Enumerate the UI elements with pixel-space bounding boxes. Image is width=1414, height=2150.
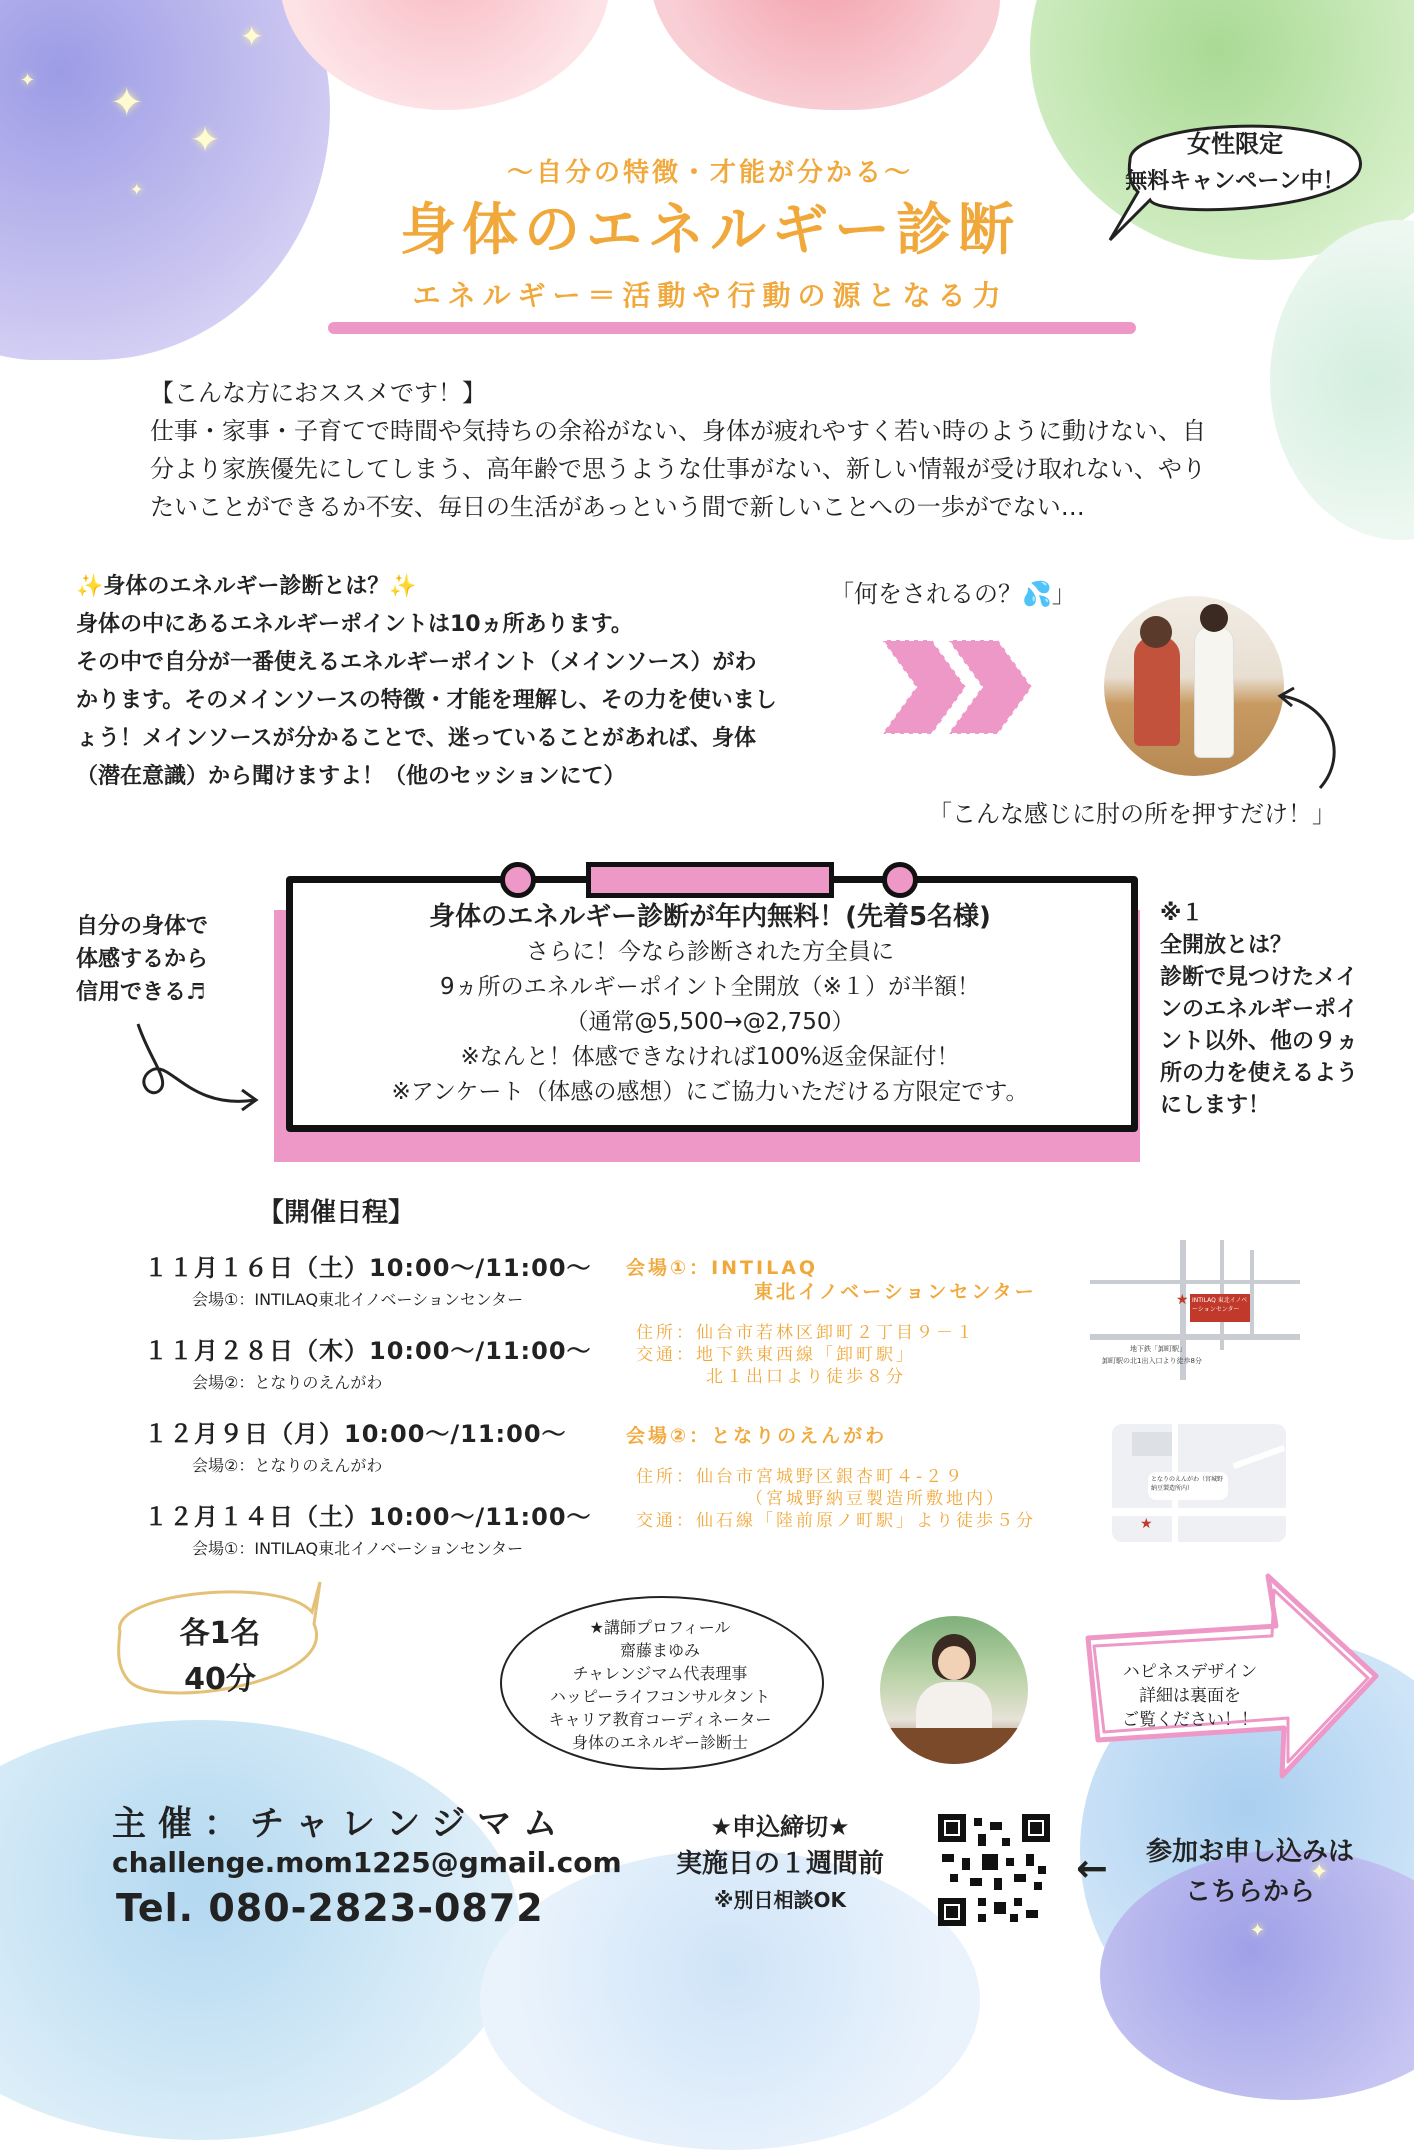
sparkle-icon: ✦ [190,120,221,161]
purple-blob-top-left [0,0,330,360]
what-question: 「何をされるの？💦」 [830,580,1076,608]
offer-box-ring-right [882,862,918,898]
happiness-line: 詳細は裏面を [1139,1686,1241,1706]
schedule-date: １１月２８日（木）10:00〜/11:00〜 [144,1337,592,1365]
left-note-line: 信用できる♬ [76,980,206,1005]
capacity-duration: 40分 [184,1662,256,1697]
venue2-access: 交通：仙石線「陸前原ノ町駅」より徒歩５分 [636,1511,1036,1531]
apply-text [1130,1832,1370,1912]
note1-line: 診断で見つけたメイ [1160,965,1358,990]
note1 [1160,898,1400,1122]
venue1-info [626,1256,1086,1388]
instructor-role: ハッピーライフコンサルタント [549,1687,771,1706]
header-subtitle: 〜自分の特徴・才能が分かる〜 [506,158,913,188]
left-note-line: 自分の身体で [76,914,209,939]
about-heading: ✨身体のエネルギー診断とは？✨ [76,574,417,599]
left-note [76,910,276,1009]
schedule-item [144,1414,624,1476]
sparkle-icon: ✦ [1310,1860,1329,1885]
about-line: かります。そのメインソースの特徴・才能を理解し、その力を使いまし [76,688,777,713]
note1-line: 所の力を使えるよう [1160,1061,1359,1086]
instructor-heading: ★講師プロフィール [589,1618,731,1637]
map-pin-icon: ★ [1140,1516,1153,1532]
instructor-profile [500,1616,820,1754]
venue1-access: 交通：地下鉄東西線「卸町駅」 [636,1345,916,1365]
curved-arrow-icon [1270,684,1350,794]
offer-line: ※アンケート（体感の感想）にご協力いただける方限定です。 [391,1079,1029,1105]
schedule-date: １２月９日（月）10:00〜/11:00〜 [144,1420,567,1448]
venue1-access: 北１出口より徒歩８分 [706,1367,906,1387]
apply-arrow-icon: ← [1076,1846,1108,1890]
note1-line: 全開放とは？ [1160,933,1293,958]
schedule-item [144,1331,624,1393]
schedule-venue: 会場①：INTILAQ東北イノベーションセンター [192,1290,524,1309]
offer-content [300,900,1120,1110]
note1-line: にします！ [1160,1093,1271,1118]
venue2-address: （宮城野納豆製造所敷地内） [746,1489,1006,1509]
schedule-venue: 会場①：INTILAQ東北イノベーションセンター [192,1539,524,1558]
left-note-line: 体感するから [76,947,209,972]
offer-box-tab [586,862,834,898]
offer-headline: 身体のエネルギー診断が年内無料！(先着5名様) [429,902,991,932]
sparkle-icon: ✦ [130,180,144,199]
deadline-value: 実施日の１週間前 [675,1849,884,1879]
recommend-section [150,374,1310,526]
title-underline [328,322,1136,334]
blue-blob-bottom-left [0,1720,520,2140]
venue1-map [1090,1240,1300,1380]
note1-line: ンのエネルギーポイ [1160,997,1359,1022]
page-title: 身体のエネルギー診断 [400,198,1020,263]
happiness-line: ご覧ください！！ [1122,1710,1258,1730]
venue2-map-label: となりのえんがわ（宮城野納豆製造所内） [1148,1472,1228,1500]
map-pin-icon: ★ [1176,1292,1189,1308]
offer-line: ※なんと！体感できなければ100%返金保証付！ [460,1044,960,1070]
sparkle-icon: ✦ [110,80,144,126]
about-line: （潜在意識）から聞けますよ！（他のセッションにて） [76,764,626,789]
about-line: 身体の中にあるエネルギーポイントは10ヵ所あります。 [76,612,633,637]
recommend-line: たいことができるか不安、毎日の生活があっという間で新しいことへの一歩がでない… [150,493,1085,521]
loop-arrow-icon [130,1020,270,1130]
apply-line: 参加お申し込みは [1145,1837,1354,1867]
sparkle-icon: ✦ [20,70,36,91]
organizer-name: 主催：チャレンジマム [112,1804,570,1844]
recommend-heading: 【こんな方におススメです！】 [150,379,486,407]
schedule-heading: 【開催日程】 [258,1198,415,1228]
venue1-map-station: 地下鉄「卸町駅」 [1130,1345,1186,1353]
venue1-title: 東北イノベーションセンター [754,1281,1037,1303]
instructor-role: 身体のエネルギー診断士 [571,1733,748,1752]
instructor-role: キャリア教育コーディネーター [548,1710,772,1729]
deadline-heading: ★申込締切★ [710,1813,850,1841]
happiness-line: ハピネスデザイン [1122,1662,1258,1682]
venue1-map-label: INTILAQ 東北イノベーションセンター [1190,1294,1250,1322]
offer-box-ring-left [500,862,536,898]
note1-line: ※１ [1160,901,1204,926]
venue2-map [1112,1424,1286,1542]
schedule-date: １１月１６日（土）10:00〜/11:00〜 [144,1254,592,1282]
instructor-name: 齋藤まゆみ [619,1641,700,1660]
about-line: その中で自分が一番使えるエネルギーポイント（メインソース）がわ [76,650,757,675]
apply-line: こちらから [1184,1877,1315,1907]
campaign-bubble-line2: 無料キャンペーン中！ [1125,169,1345,194]
organizer-email[interactable]: challenge.mom1225@gmail.com [112,1846,622,1879]
recommend-line: 仕事・家事・子育てで時間や気持ちの余裕がない、身体が疲れやすく若い時のように動けない、自 [150,417,1206,445]
session-photo [1104,596,1284,776]
schedule-venue: 会場②：となりのえんがわ [192,1373,383,1392]
sparkle-icon: ✦ [1250,1920,1266,1941]
schedule-venue: 会場②：となりのえんがわ [192,1456,383,1475]
about-line: ょう！メインソースが分かることで、迷っていることがあれば、身体 [76,726,757,751]
venue1-title: 会場①：INTILAQ [626,1257,819,1279]
note1-line: ント以外、他の９ヵ [1160,1029,1359,1054]
what-caption: 「こんな感じに肘の所を押すだけ！」 [928,800,1336,828]
recommend-line: 分より家族優先にしてしまう、高年齢で思うような仕事がない、新しい情報が受け取れない、やり [150,455,1206,483]
instructor-photo [880,1616,1028,1764]
qr-code[interactable] [938,1814,1050,1926]
instructor-role: チャレンジマム代表理事 [572,1664,748,1683]
deadline-note: ※別日相談OK [714,1888,846,1912]
venue2-title: 会場②：となりのえんがわ [626,1425,888,1447]
schedule-date: １２月１４日（土）10:00〜/11:00〜 [144,1503,592,1531]
venue2-address: 住所：仙台市宮城野区銀杏町４-２９ [636,1467,966,1487]
organizer-tel[interactable]: Tel. 080-2823-0872 [116,1886,544,1930]
schedule-item [144,1248,624,1310]
about-section [76,568,836,796]
venue2-info [626,1424,1126,1532]
capacity-count: 各1名 [179,1616,261,1651]
pink-blob-top [650,0,1000,110]
venue1-map-note: 卸町駅の北1出入口より徒歩8分 [1102,1357,1202,1365]
venue1-address: 住所：仙台市若林区卸町２丁目９－１ [636,1323,976,1343]
offer-price: （通常@5,500→@2,750） [565,1009,855,1035]
double-chevron-icon [878,632,1038,742]
header-tagline: エネルギー＝活動や行動の源となる力 [412,279,1008,312]
sparkle-icon: ✦ [240,20,264,53]
schedule-item [144,1497,624,1559]
offer-line: さらに！今なら診断された方全員に [526,939,894,965]
offer-line: 9ヵ所のエネルギーポイント全開放（※１）が半額！ [440,974,980,1000]
deadline-section [660,1810,900,1916]
happiness-text [1100,1660,1280,1732]
campaign-bubble-line1: 女性限定 [1187,130,1283,158]
